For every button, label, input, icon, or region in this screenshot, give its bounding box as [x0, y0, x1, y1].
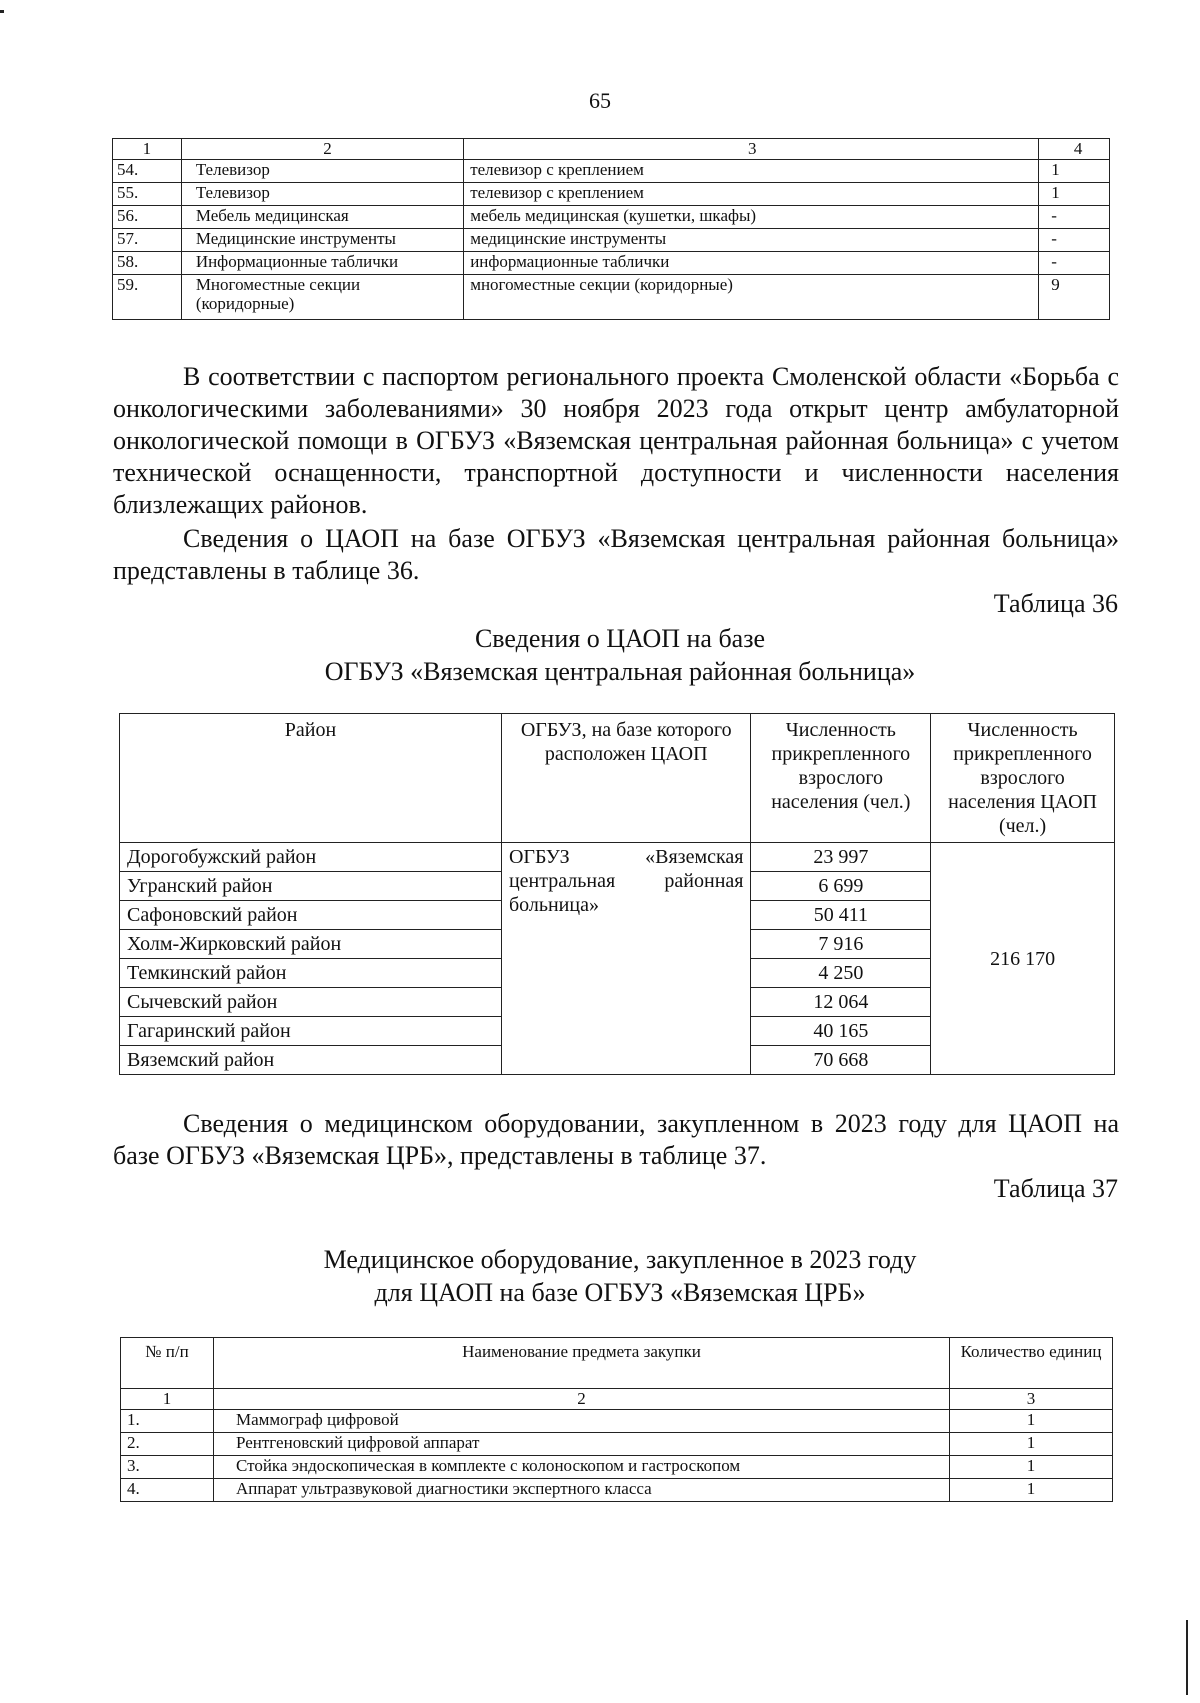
table36-title-line1: Сведения о ЦАОП на базе: [474, 624, 766, 653]
column-header-organization: ОГБУЗ, на базе которого расположен ЦАОП: [501, 714, 751, 843]
item-quantity: 1: [1039, 160, 1110, 183]
table-header-row: [121, 1338, 1113, 1389]
table36-caption: Таблица 36: [993, 589, 1118, 618]
district-population: 40 165: [751, 1017, 931, 1046]
row-number: 57.: [113, 229, 182, 252]
row-number: 56.: [113, 206, 182, 229]
item-description: медицинские инструменты: [464, 229, 1039, 252]
item-quantity: 1: [950, 1410, 1113, 1433]
column-header-quantity: Количество единиц: [950, 1338, 1113, 1389]
column-header: 2: [181, 139, 463, 160]
column-header: 1: [113, 139, 182, 160]
item-quantity: 1: [950, 1479, 1113, 1502]
table-row: [113, 206, 1110, 229]
item-name: Информационные таблички: [181, 252, 463, 275]
paragraph-table36-intro: [113, 523, 1119, 587]
column-index: 2: [214, 1389, 950, 1410]
item-name: Аппарат ультразвуковой диагностики экспертного класса: [214, 1479, 950, 1502]
caop-population-table: [119, 713, 1115, 1075]
item-description: информационные таблички: [464, 252, 1039, 275]
column-index: 3: [950, 1389, 1113, 1410]
district-name: Угранский район: [120, 872, 502, 901]
item-quantity: -: [1039, 206, 1110, 229]
table-row: [121, 1410, 1113, 1433]
column-header-item: Наименование предмета закупки: [214, 1338, 950, 1389]
row-number: 2.: [121, 1433, 214, 1456]
district-population: 4 250: [751, 959, 931, 988]
equipment-table-continued: [112, 138, 1110, 320]
paragraph-text: Сведения о медицинском оборудовании, закупленном в 2023 году для ЦАОП на базе ОГБУЗ «Вяземская ЦРБ», представлены в таблице 37.: [113, 1109, 1119, 1170]
item-description: многоместные секции (коридорные): [464, 275, 1039, 320]
district-population: 7 916: [751, 930, 931, 959]
column-header-district: Район: [120, 714, 502, 843]
column-index: 1: [121, 1389, 214, 1410]
district-name: Гагаринский район: [120, 1017, 502, 1046]
table-row: [120, 843, 1115, 872]
row-number: 1.: [121, 1410, 214, 1433]
item-description: мебель медицинская (кушетки, шкафы): [464, 206, 1039, 229]
table-row: [113, 160, 1110, 183]
item-description: телевизор с креплением: [464, 183, 1039, 206]
item-quantity: -: [1039, 229, 1110, 252]
column-header-number: № п/п: [121, 1338, 214, 1389]
organization-cell: ОГБУЗ «Вяземская центральная районная больница»: [501, 843, 751, 1075]
row-number: 58.: [113, 252, 182, 275]
item-name: Телевизор: [181, 183, 463, 206]
item-name: Телевизор: [181, 160, 463, 183]
district-name: Дорогобужский район: [120, 843, 502, 872]
paragraph-table37-intro: [113, 1108, 1119, 1172]
item-name: Стойка эндоскопическая в комплекте с колоноскопом и гастроскопом: [214, 1456, 950, 1479]
caop-total-population: 216 170: [931, 843, 1115, 1075]
district-name: Сафоновский район: [120, 901, 502, 930]
row-number: 55.: [113, 183, 182, 206]
item-quantity: 9: [1039, 275, 1110, 320]
paragraph-text: В соответствии с паспортом регионального проекта Смоленской области «Борьба с онкологическими заболеваниями» 30 ноября 2023 года открыт центр амбулаторной онкологической помощи в ОГБУЗ «Вяземская центральная районная больница» с учетом технической оснащенности, транспортной доступности и численности населения близлежащих районов.: [113, 362, 1119, 519]
table36-title-line2: ОГБУЗ «Вяземская центральная районная больница»: [324, 657, 916, 686]
district-name: Вяземский район: [120, 1046, 502, 1075]
column-header-caop-population: Численность прикрепленного взрослого населения ЦАОП (чел.): [931, 714, 1115, 843]
table-row: [113, 229, 1110, 252]
table37-title-line1: Медицинское оборудование, закупленное в 2023 году: [323, 1245, 917, 1274]
paragraph-text: Сведения о ЦАОП на базе ОГБУЗ «Вяземская центральная районная больница» представлены в таблице 36.: [113, 524, 1119, 585]
district-name: Сычевский район: [120, 988, 502, 1017]
district-population: 23 997: [751, 843, 931, 872]
purchased-equipment-table: [120, 1337, 1113, 1502]
table-row: [113, 275, 1110, 320]
item-quantity: 1: [950, 1456, 1113, 1479]
paragraph-oncology-center: [113, 361, 1119, 521]
item-name: Маммограф цифровой: [214, 1410, 950, 1433]
table-row: [121, 1479, 1113, 1502]
scan-mark-top: [0, 10, 4, 13]
district-name: Холм-Жирковский район: [120, 930, 502, 959]
page-number: 65: [589, 88, 611, 113]
district-population: 12 064: [751, 988, 931, 1017]
table-row: [113, 252, 1110, 275]
table-subheader-row: [121, 1389, 1113, 1410]
district-population: 70 668: [751, 1046, 931, 1075]
district-name: Темкинский район: [120, 959, 502, 988]
table-header-row: [113, 139, 1110, 160]
scan-mark-edge: [1186, 1620, 1188, 1695]
item-name: Мебель медицинская: [181, 206, 463, 229]
table-row: [121, 1433, 1113, 1456]
table-row: [113, 183, 1110, 206]
item-quantity: 1: [950, 1433, 1113, 1456]
item-name: Рентгеновский цифровой аппарат: [214, 1433, 950, 1456]
district-population: 6 699: [751, 872, 931, 901]
table37-title-line2: для ЦАОП на базе ОГБУЗ «Вяземская ЦРБ»: [374, 1278, 866, 1307]
district-population: 50 411: [751, 901, 931, 930]
item-name: Медицинские инструменты: [181, 229, 463, 252]
item-quantity: -: [1039, 252, 1110, 275]
item-name: Многоместные секции (коридорные): [181, 275, 463, 320]
column-header: 4: [1039, 139, 1110, 160]
row-number: 4.: [121, 1479, 214, 1502]
row-number: 59.: [113, 275, 182, 320]
row-number: 3.: [121, 1456, 214, 1479]
table-row: [121, 1456, 1113, 1479]
table37-caption: Таблица 37: [993, 1174, 1118, 1203]
item-quantity: 1: [1039, 183, 1110, 206]
column-header: 3: [464, 139, 1039, 160]
item-description: телевизор с креплением: [464, 160, 1039, 183]
column-header-population: Численность прикрепленного взрослого населения (чел.): [751, 714, 931, 843]
row-number: 54.: [113, 160, 182, 183]
table-header-row: [120, 714, 1115, 843]
